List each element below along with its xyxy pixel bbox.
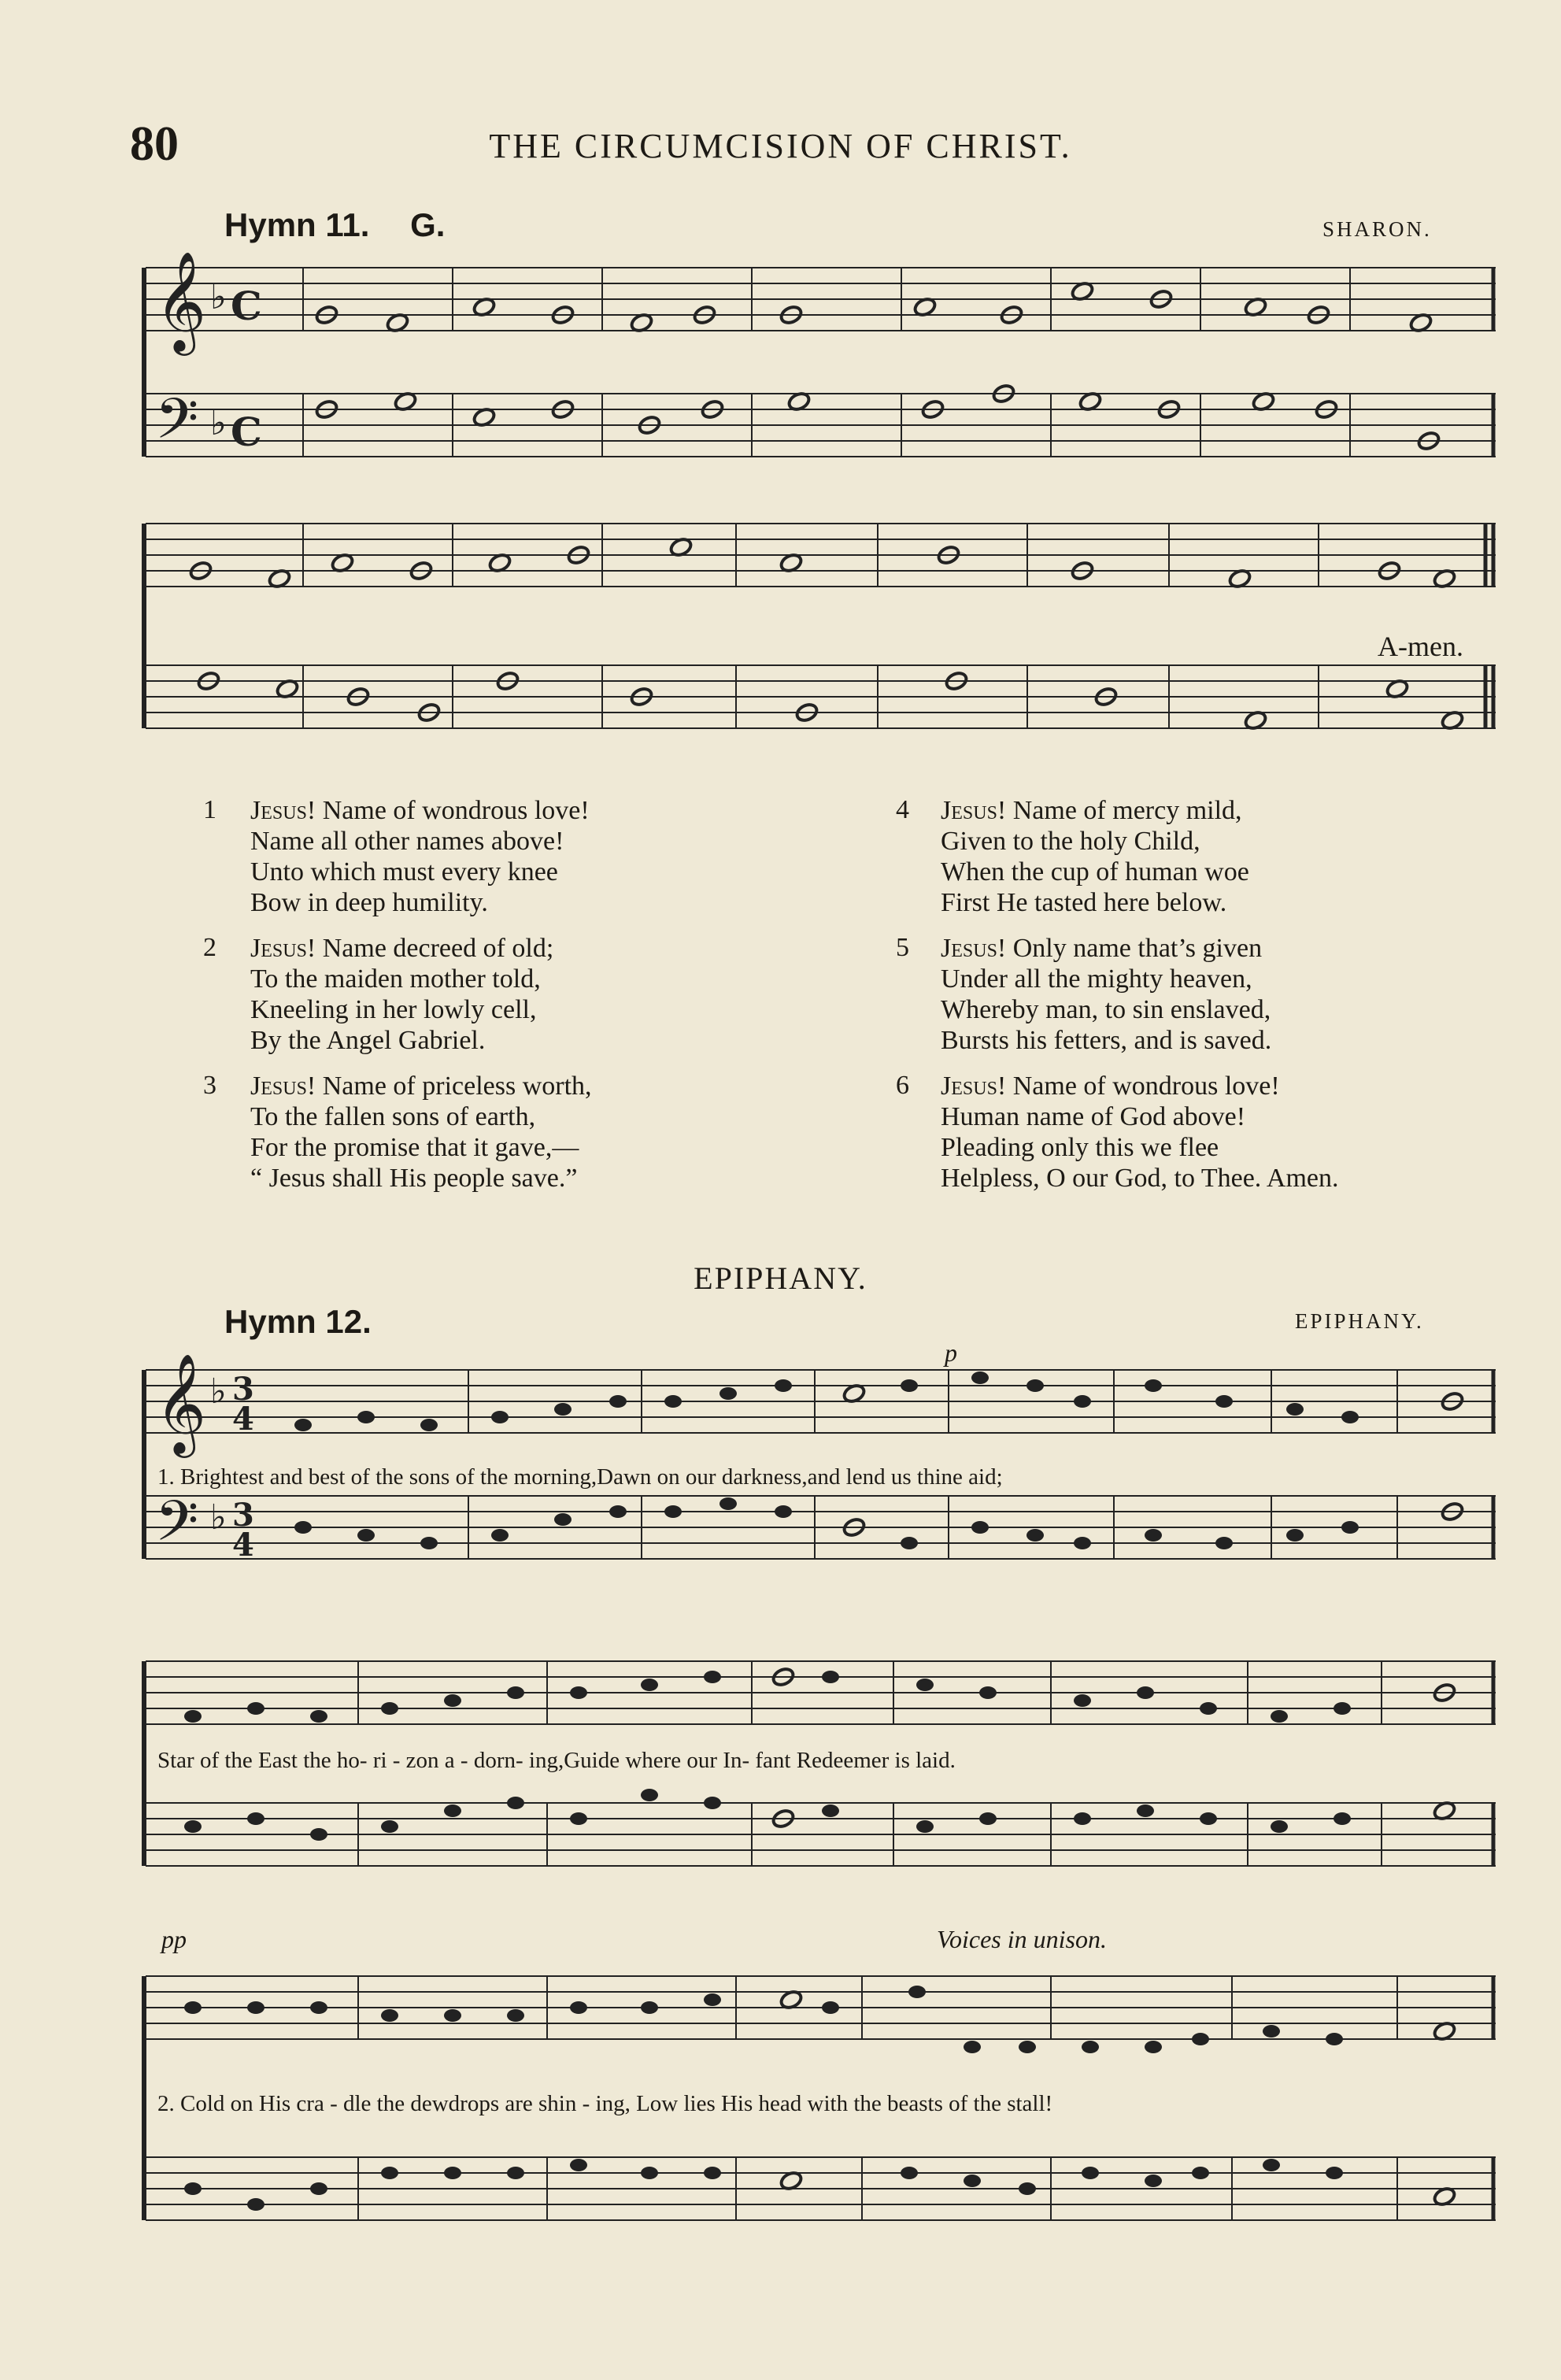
verse-number: 3 — [203, 1071, 216, 1100]
svg-text:𝄞: 𝄞 — [155, 1354, 207, 1453]
hymn-11-system-2 — [138, 508, 1504, 760]
svg-text:♭: ♭ — [210, 1497, 227, 1538]
verse-line: Name all other names above! — [250, 827, 564, 856]
svg-text:𝄢: 𝄢 — [155, 1489, 199, 1568]
svg-text:3: 3 — [232, 1497, 254, 1534]
svg-text:♭: ♭ — [210, 403, 227, 443]
verse-5 — [941, 933, 1271, 1056]
verse-first-word: Jesus — [250, 934, 307, 963]
verse-line: ! Name decreed of old; — [306, 934, 554, 963]
verse-first-word: Jesus — [250, 796, 307, 825]
verse-2 — [250, 933, 553, 1056]
verse-line: To the maiden mother told, — [250, 964, 541, 994]
voices-in-unison-label: Voices in unison. — [937, 1925, 1107, 1953]
verse-number: 4 — [896, 795, 909, 824]
verse-line: ! Name of wondrous love! — [997, 1072, 1280, 1101]
verse-line: Kneeling in her lowly cell, — [250, 995, 537, 1024]
hymn-11-tune: SHARON. — [1322, 217, 1432, 241]
verse-line: By the Angel Gabriel. — [250, 1026, 486, 1055]
hymn-11-number: Hymn 11. — [224, 206, 370, 243]
verse-line: “ Jesus shall His people save.” — [250, 1164, 578, 1193]
verse-line: Human name of God above! — [941, 1102, 1246, 1131]
verse-1 — [250, 795, 590, 918]
verse-4 — [941, 795, 1249, 918]
verse-line: When the cup of human woe — [941, 857, 1249, 886]
verse-first-word: Jesus — [941, 1072, 997, 1101]
verse-line: First He tasted here below. — [941, 888, 1227, 917]
hymn-12-tune: EPIPHANY. — [1295, 1309, 1424, 1333]
amen-label: A-men. — [1378, 631, 1463, 662]
svg-text:4: 4 — [232, 1527, 254, 1564]
verse-line: Bursts his fetters, and is saved. — [941, 1026, 1272, 1055]
verse-number: 5 — [896, 933, 909, 962]
hymn-12-label: Hymn 12. — [224, 1303, 372, 1340]
verse-line: ! Name of wondrous love! — [306, 796, 590, 825]
verse-number: 6 — [896, 1071, 909, 1100]
verse-line: ! Name of mercy mild, — [997, 796, 1242, 825]
svg-text:4: 4 — [232, 1401, 254, 1438]
section-title: EPIPHANY. — [694, 1260, 867, 1296]
lyric-line-1: 1. Brightest and best of the sons of the morning,Dawn on our darkness,and lend us thine aid; — [157, 1464, 1003, 1490]
lyric-line-2: Star of the East the ho- ri - zon a - dorn- ing,Guide where our In- fant Redeemer is laid. — [157, 1748, 956, 1773]
verse-line: Given to the holy Child, — [941, 827, 1200, 856]
verse-6 — [941, 1071, 1339, 1194]
verse-line: Pleading only this we flee — [941, 1133, 1219, 1162]
svg-text:3: 3 — [232, 1371, 254, 1408]
verse-number: 2 — [203, 933, 216, 962]
verse-first-word: Jesus — [250, 1072, 307, 1101]
hymn-11-label — [224, 206, 445, 244]
verse-line: ! Name of priceless worth, — [306, 1072, 592, 1101]
svg-text:𝄞: 𝄞 — [155, 252, 207, 351]
verse-first-word: Jesus — [941, 796, 997, 825]
page-number: 80 — [130, 117, 179, 171]
verse-line: Helpless, O our God, to Thee. Amen. — [941, 1164, 1339, 1193]
hymn-11-key: G. — [410, 206, 446, 243]
verse-3 — [250, 1071, 592, 1194]
verse-line: Whereby man, to sin enslaved, — [941, 995, 1271, 1024]
dynamic-marking-pp: pp — [161, 1925, 187, 1953]
dynamic-marking-p: p — [945, 1338, 957, 1367]
hymn-11-system-1 — [138, 252, 1504, 480]
svg-text:C: C — [231, 283, 262, 329]
svg-text:C: C — [231, 409, 262, 455]
verse-first-word: Jesus — [941, 934, 997, 963]
verse-line: To the fallen sons of earth, — [250, 1102, 536, 1131]
verse-line: ! Only name that’s given — [997, 934, 1263, 963]
verse-line: Unto which must every knee — [250, 857, 558, 886]
svg-text:𝄢: 𝄢 — [155, 387, 199, 465]
running-head: THE CIRCUMCISION OF CHRIST. — [489, 127, 1072, 165]
verse-line: For the promise that it gave,— — [250, 1133, 579, 1162]
verse-line: Bow in deep humility. — [250, 888, 488, 917]
svg-text:♭: ♭ — [210, 277, 227, 317]
svg-text:♭: ♭ — [210, 1371, 227, 1412]
verse-line: Under all the mighty heaven, — [941, 964, 1252, 994]
verse-number: 1 — [203, 795, 216, 824]
lyric-line-3: 2. Cold on His cra - dle the dewdrops are shin - ing, Low lies His head with the beasts of the stall! — [157, 2091, 1053, 2116]
